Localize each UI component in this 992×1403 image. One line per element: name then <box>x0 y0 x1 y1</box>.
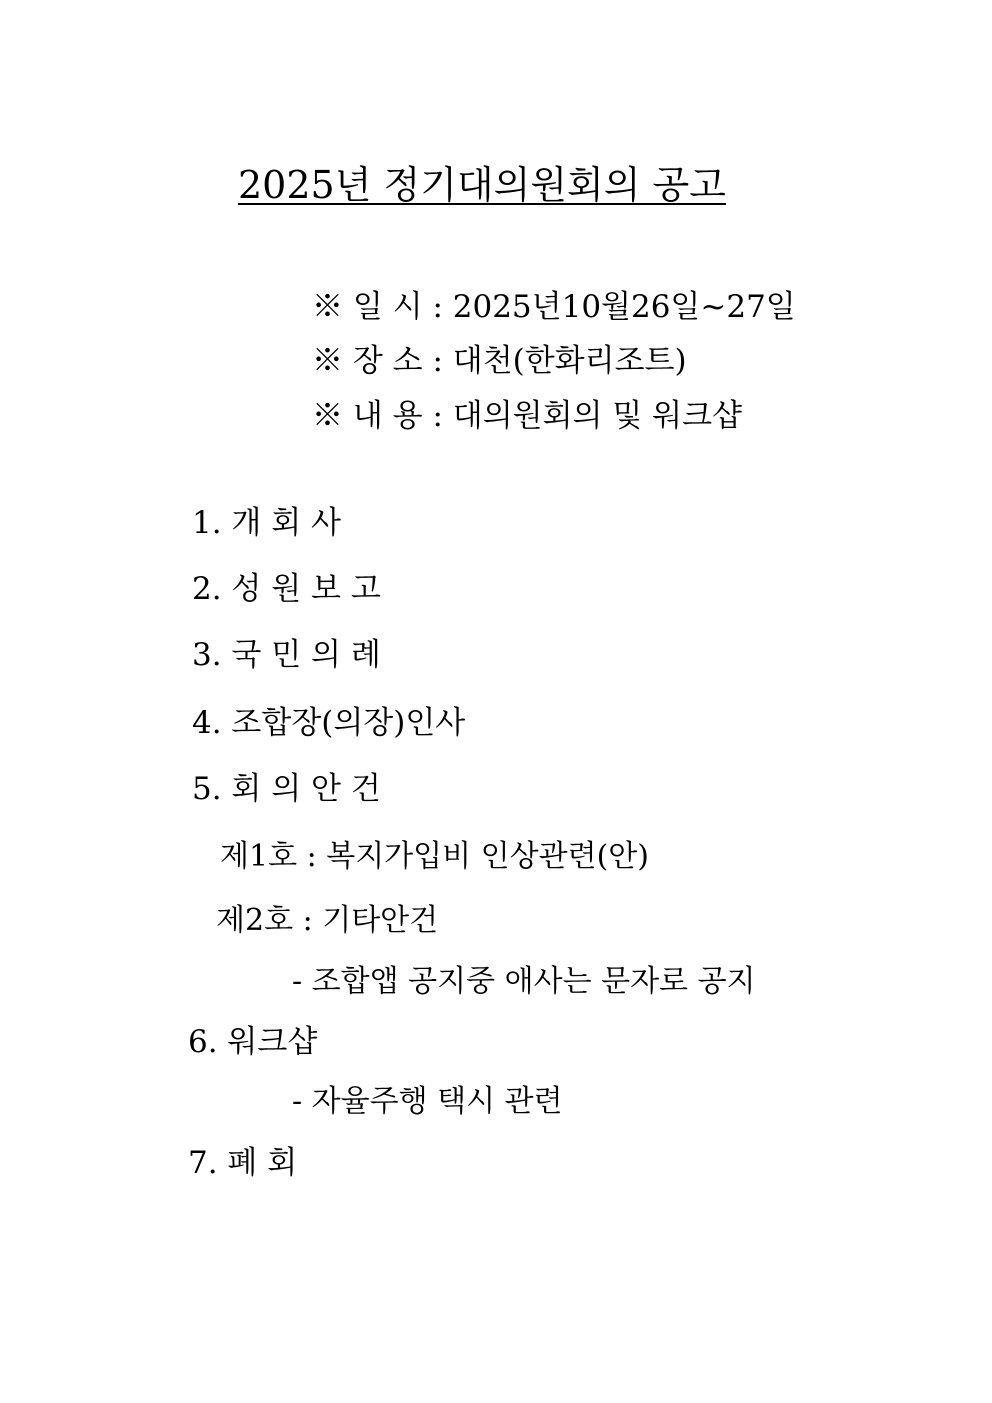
agenda-item-opening-speech: 1. 개 회 사 <box>192 505 341 541</box>
agenda-item-closing: 7. 폐 회 <box>188 1145 298 1181</box>
info-date: ※ 일 시 : 2025년10월26일~27일 <box>312 289 796 325</box>
info-place: ※ 장 소 : 대천(한화리조트) <box>312 343 687 379</box>
agenda-item-chairman-greeting: 4. 조합장(의장)인사 <box>192 705 466 741</box>
agenda-workshop-note: - 자율주행 택시 관련 <box>292 1084 563 1119</box>
agenda-sub-item-2-note: - 조합앱 공지중 애사는 문자로 공지 <box>292 964 756 999</box>
agenda-item-national-ceremony: 3. 국 민 의 례 <box>192 637 381 673</box>
agenda-sub-item-2: 제2호 : 기타안건 <box>216 903 439 938</box>
agenda-item-meeting-agenda: 5. 회 의 안 건 <box>192 771 381 807</box>
agenda-item-quorum-report: 2. 성 원 보 고 <box>192 571 381 607</box>
agenda-item-workshop: 6. 워크샵 <box>188 1024 318 1060</box>
document-title: 2025년 정기대의원회의 공고 <box>238 163 726 207</box>
info-content: ※ 내 용 : 대의원회의 및 워크샵 <box>312 398 742 434</box>
agenda-sub-item-1: 제1호 : 복지가입비 인상관련(안) <box>220 839 649 874</box>
